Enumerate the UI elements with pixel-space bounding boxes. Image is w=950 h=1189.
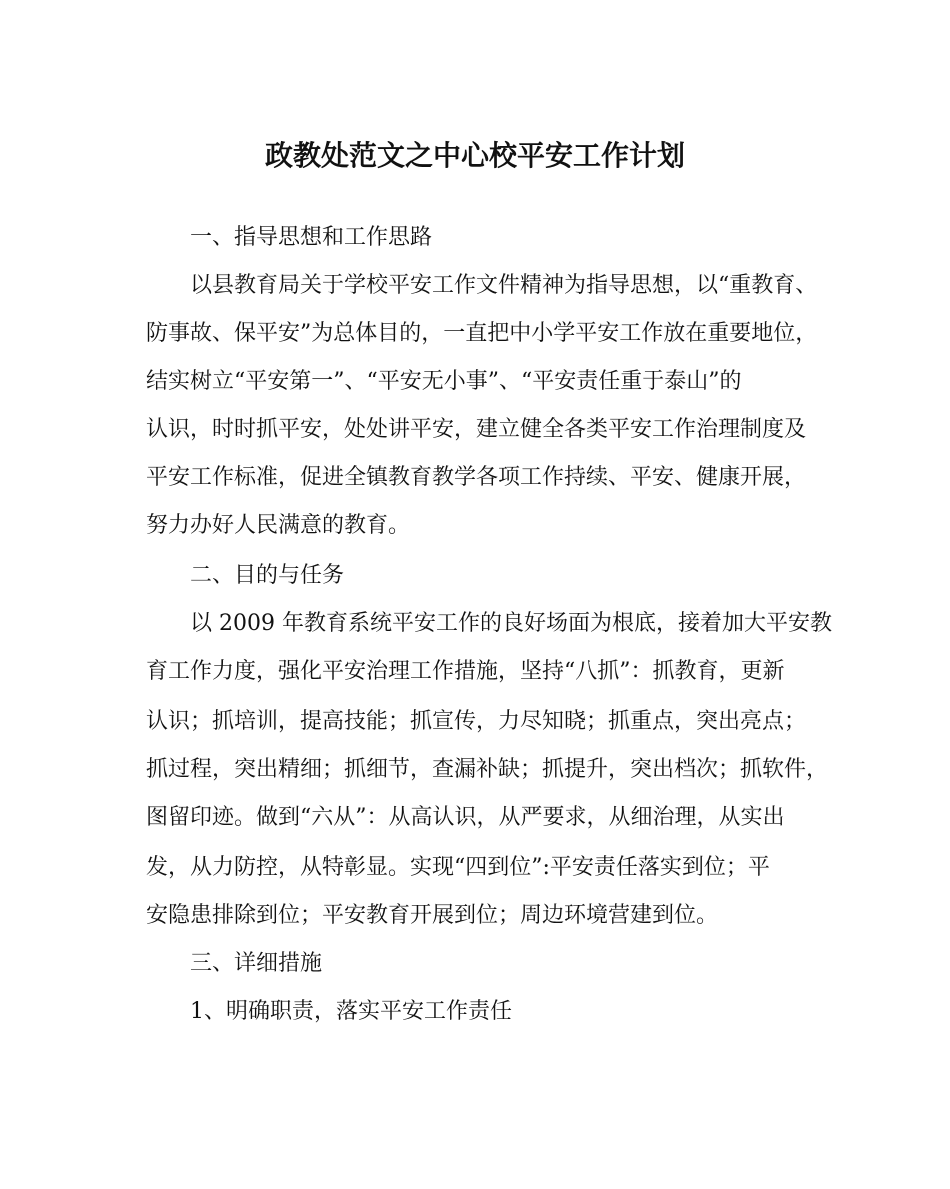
paragraph-2-line-1: 以 2009 年教育系统平安工作的良好场面为根底，接着加大平安教 <box>190 611 832 636</box>
paragraph-1-line-2: 防事故、保平安”为总体目的，一直把中小学平安工作放在重要地位， <box>146 321 818 346</box>
section-heading-2: 二、目的与任务 <box>190 563 345 588</box>
document-title: 政教处范文之中心校平安工作计划 <box>264 139 685 172</box>
section-heading-1: 一、指导思想和工作思路 <box>190 225 433 250</box>
section-3-item-1: 1、明确职责，落实平安工作责任 <box>190 999 512 1024</box>
paragraph-2-line-4: 抓过程，突出精细；抓细节，查漏补缺；抓提升，突出档次；抓软件， <box>146 757 829 782</box>
paragraph-2-line-7: 安隐患排除到位；平安教育开展到位；周边环境营建到位。 <box>146 903 719 928</box>
paragraph-1-line-6: 努力办好人民满意的教育。 <box>146 513 411 538</box>
paragraph-2-line-3: 认识；抓培训，提高技能；抓宣传，力尽知晓；抓重点，突出亮点； <box>146 709 807 734</box>
paragraph-2-line-6: 发，从力防控，从特彰显。实现“四到位”:平安责任落实到位；平 <box>146 855 770 880</box>
paragraph-1-line-1: 以县教育局关于学校平安工作文件精神为指导思想，以“重教育、 <box>190 273 818 298</box>
section-heading-3: 三、详细措施 <box>190 951 323 976</box>
paragraph-2-line-2: 育工作力度，强化平安治理工作措施，坚持“八抓”：抓教育，更新 <box>146 659 785 684</box>
paragraph-1-line-4: 认识，时时抓平安，处处讲平安，建立健全各类平安工作治理制度及 <box>146 417 807 442</box>
paragraph-1-line-3: 结实树立“平安第一”、“平安无小事”、“平安责任重于泰山”的 <box>146 369 742 394</box>
paragraph-1-line-5: 平安工作标准，促进全镇教育教学各项工作持续、平安、健康开展， <box>146 465 807 490</box>
paragraph-2-line-5: 图留印迹。做到“六从”：从高认识，从严要求，从细治理，从实出 <box>146 805 785 830</box>
